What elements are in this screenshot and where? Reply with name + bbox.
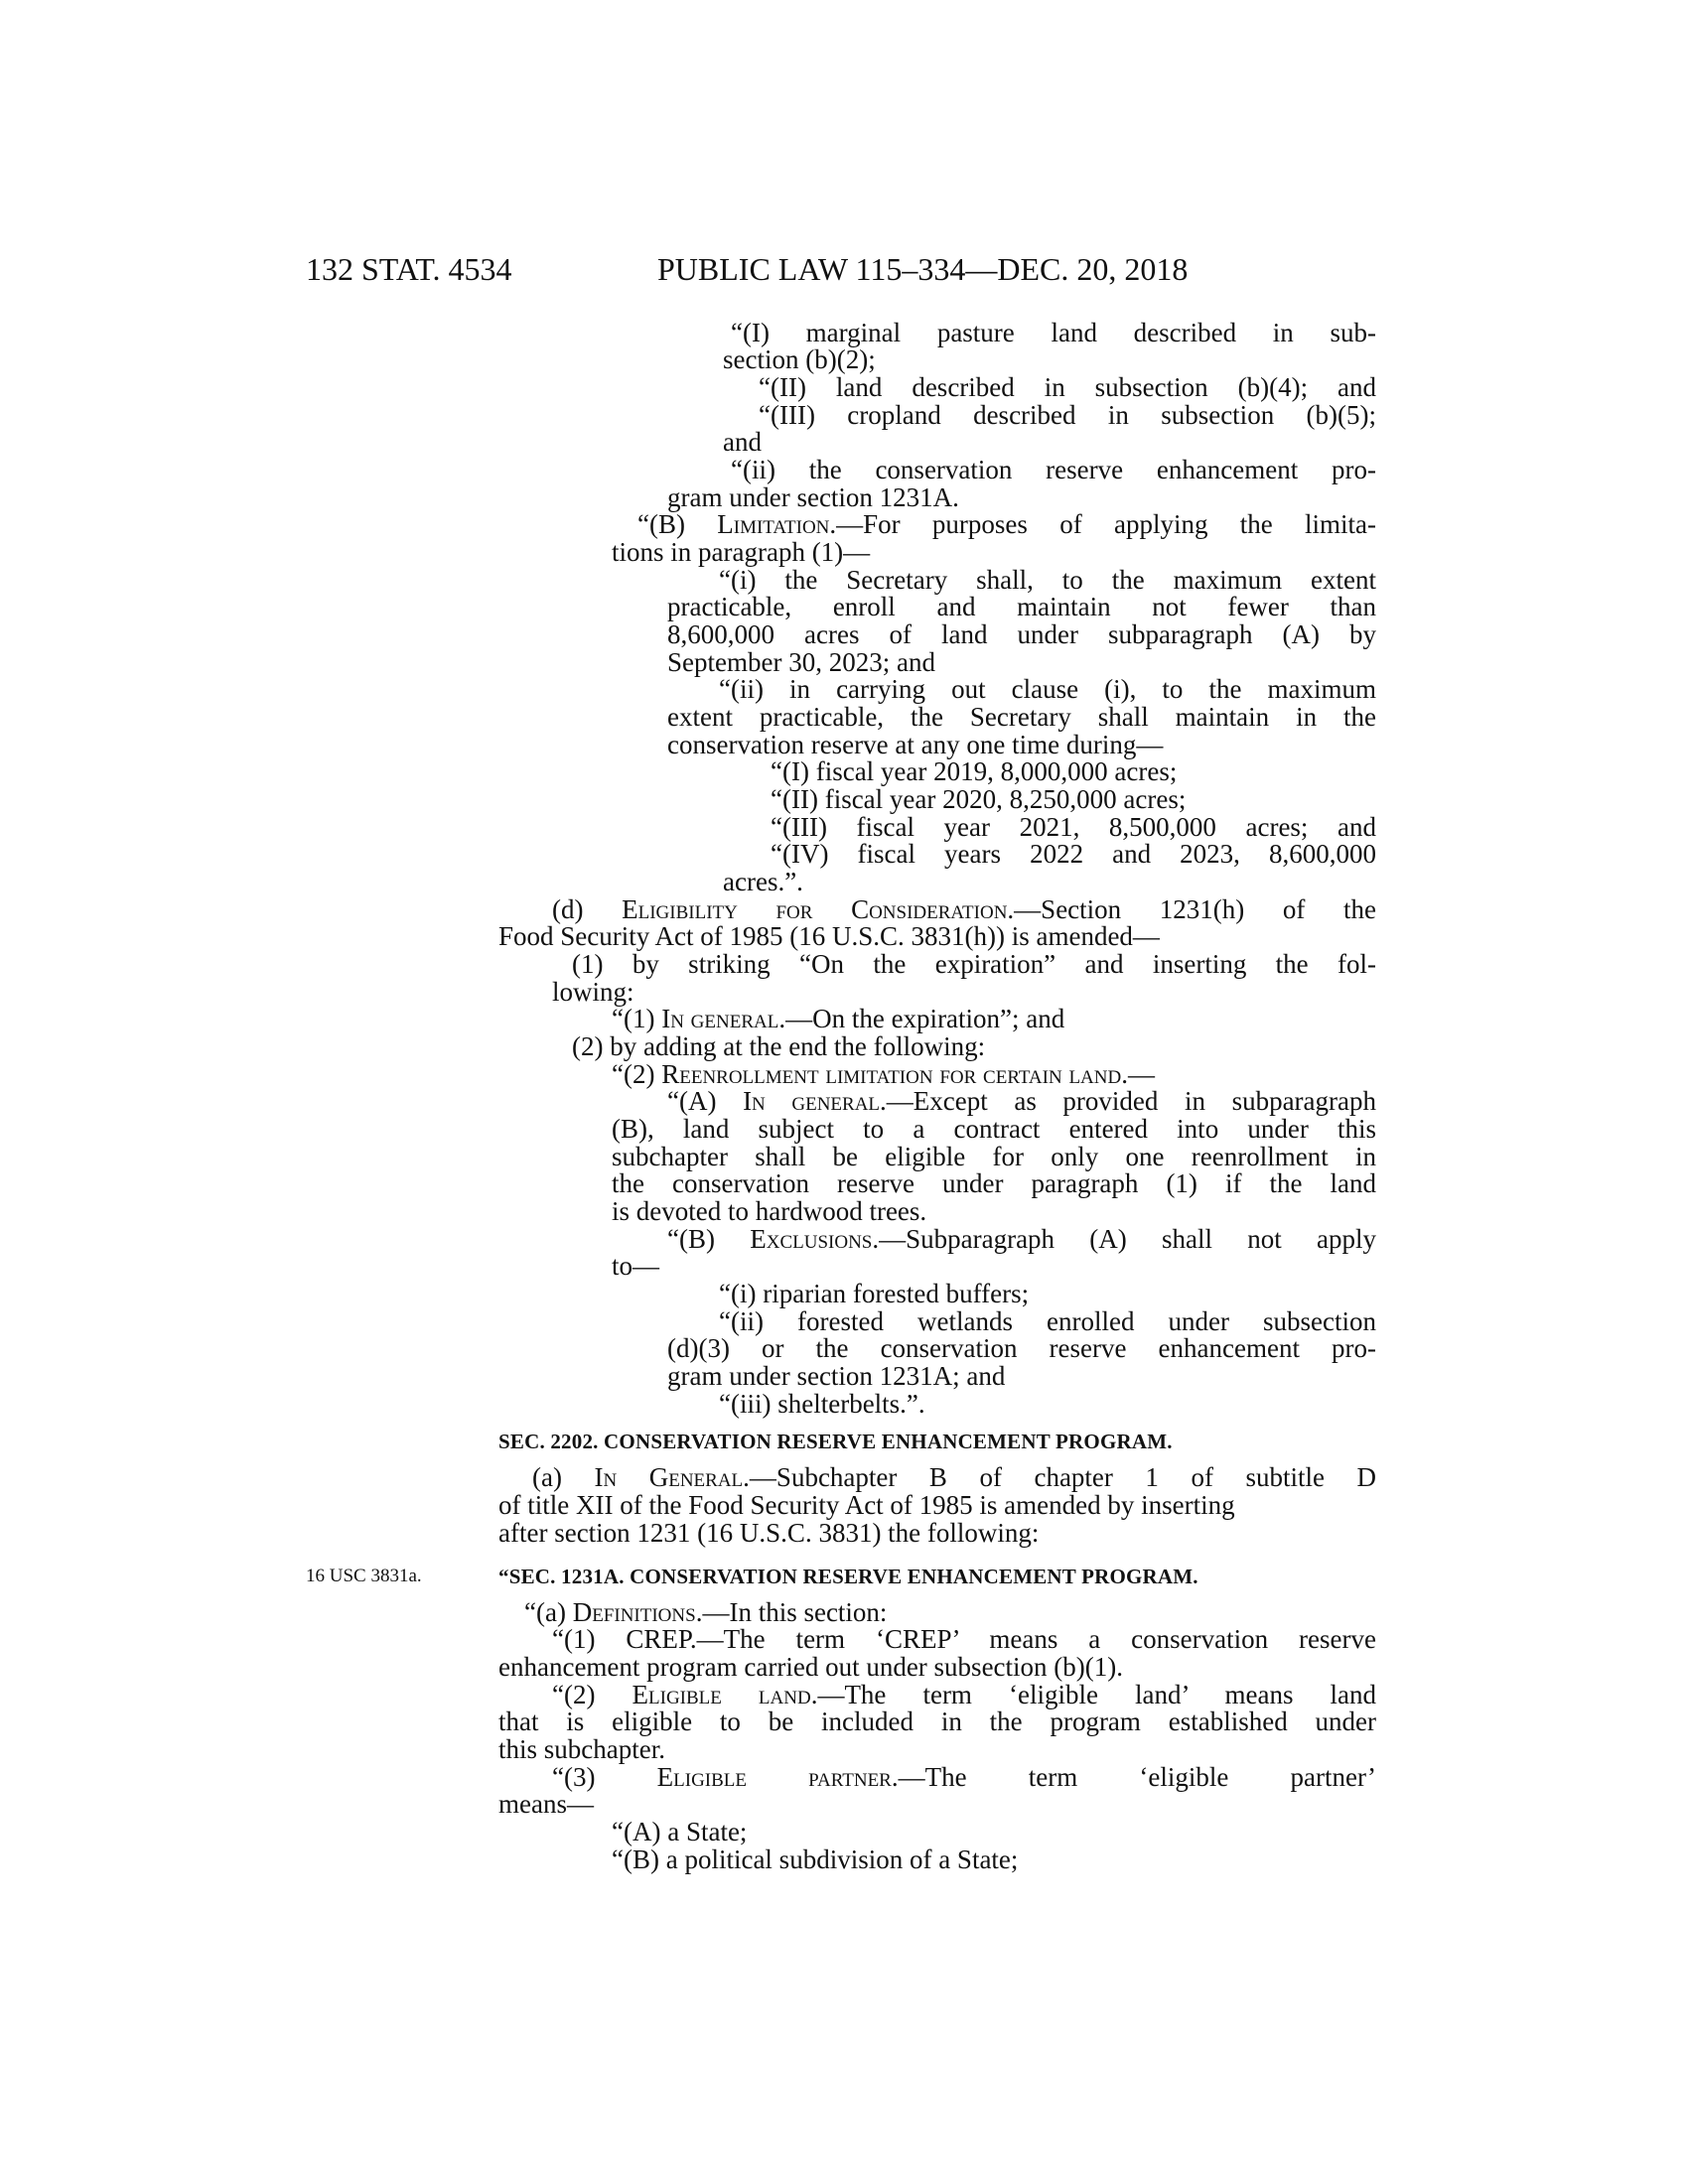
text-line: is devoted to hardwood trees.: [612, 1196, 927, 1226]
margin-note-usc: 16 USC 3831a.: [306, 1566, 422, 1586]
text-line: (d)(3) or the conservation reserve enhancement pro-: [667, 1333, 1376, 1363]
text-line: 8,600,000 acres of land under subparagraph (A) by: [667, 619, 1376, 649]
text-line: “(A) a State;: [612, 1817, 748, 1846]
subsection-heading: (a) In General.—Subchapter B of chapter 1 of subtitle D: [532, 1462, 1376, 1492]
text-line: “(IV) fiscal years 2022 and 2023, 8,600,000: [771, 839, 1376, 869]
text-line: “(iii) shelterbelts.”.: [719, 1389, 925, 1419]
text-line: “(I) marginal pasture land described in sub-: [731, 318, 1376, 347]
text-line: gram under section 1231A; and: [667, 1361, 1006, 1391]
text-line: “(2) Eligible land.—The term ‘eligible land’ means land: [552, 1680, 1376, 1709]
text-line: “(i) riparian forested buffers;: [719, 1279, 1030, 1308]
page-stat-citation: 132 STAT. 4534: [306, 251, 512, 287]
text-line: “(II) fiscal year 2020, 8,250,000 acres;: [771, 784, 1187, 814]
text-line: means—: [498, 1789, 594, 1819]
text-line: conservation reserve at any one time during—: [667, 730, 1164, 759]
text-line: after section 1231 (16 U.S.C. 3831) the following:: [498, 1518, 1040, 1548]
text-line: section (b)(2);: [723, 344, 876, 374]
text-line: gram under section 1231A.: [667, 482, 959, 512]
subparagraph-heading: “(B) Limitation.—For purposes of applying the limita-: [637, 509, 1376, 539]
text-line: “(B) a political subdivision of a State;: [612, 1844, 1019, 1874]
text-line: tions in paragraph (1)—: [612, 537, 871, 567]
subparagraph-heading: “(B) Exclusions.—Subparagraph (A) shall not apply: [667, 1224, 1376, 1254]
text-line: subchapter shall be eligible for only one reenrollment in: [612, 1142, 1376, 1171]
text-line: “(III) cropland described in subsection (b)(5);: [759, 400, 1376, 430]
text-line: that is eligible to be included in the program established under: [498, 1706, 1376, 1736]
subparagraph-heading: “(A) In general.—Except as provided in subparagraph: [667, 1086, 1377, 1116]
text-line: this subchapter.: [498, 1734, 665, 1764]
text-line: September 30, 2023; and: [667, 647, 935, 677]
text-line: extent practicable, the Secretary shall maintain in the: [667, 702, 1376, 732]
text-line: acres.”.: [723, 867, 803, 896]
text-line: and: [723, 427, 762, 457]
text-line: to—: [612, 1251, 660, 1281]
text-line: the conservation reserve under paragraph (1) if the land: [612, 1168, 1376, 1198]
text-line: (2) by adding at the end the following:: [572, 1031, 986, 1061]
subsection-heading: (d) Eligibility for Consideration.—Section 1231(h) of the: [552, 894, 1377, 924]
text-line: “(1) In general.—On the expiration”; and: [612, 1004, 1065, 1033]
text-line: “(ii) the conservation reserve enhancement pro-: [731, 455, 1376, 484]
text-line: lowing:: [552, 977, 634, 1007]
text-line: “(i) the Secretary shall, to the maximum extent: [719, 565, 1376, 595]
text-line: “(III) fiscal year 2021, 8,500,000 acres; and: [771, 812, 1376, 842]
text-line: (1) by striking “On the expiration” and inserting the fol-: [572, 949, 1376, 979]
section-heading: SEC. 2202. CONSERVATION RESERVE ENHANCEMENT PROGRAM.: [498, 1430, 1173, 1453]
text-line: “(3) Eligible partner.—The term ‘eligible partner’: [552, 1762, 1376, 1792]
text-line: “(I) fiscal year 2019, 8,000,000 acres;: [771, 756, 1178, 786]
section-heading: “SEC. 1231A. CONSERVATION RESERVE ENHANCEMENT PROGRAM.: [498, 1565, 1198, 1588]
text-line: “(ii) forested wetlands enrolled under subsection: [719, 1306, 1376, 1336]
text-line: “(II) land described in subsection (b)(4); and: [759, 372, 1376, 402]
text-line: practicable, enroll and maintain not fewer than: [667, 592, 1376, 621]
text-line: Food Security Act of 1985 (16 U.S.C. 3831(h)) is amended—: [498, 921, 1160, 951]
text-line: of title XII of the Food Security Act of 1985 is amended by inserting: [498, 1490, 1235, 1520]
text-line: “(1) CREP.—The term ‘CREP’ means a conservation reserve: [552, 1624, 1376, 1654]
text-line: enhancement program carried out under subsection (b)(1).: [498, 1652, 1124, 1682]
subsection-heading: “(a) Definitions.—In this section:: [524, 1597, 888, 1627]
text-line: “(ii) in carrying out clause (i), to the maximum: [719, 674, 1376, 704]
running-header: PUBLIC LAW 115–334—DEC. 20, 2018: [657, 251, 1189, 287]
text-line: (B), land subject to a contract entered into under this: [612, 1114, 1376, 1144]
paragraph-heading: “(2) Reenrollment limitation for certain land.—: [612, 1059, 1155, 1089]
